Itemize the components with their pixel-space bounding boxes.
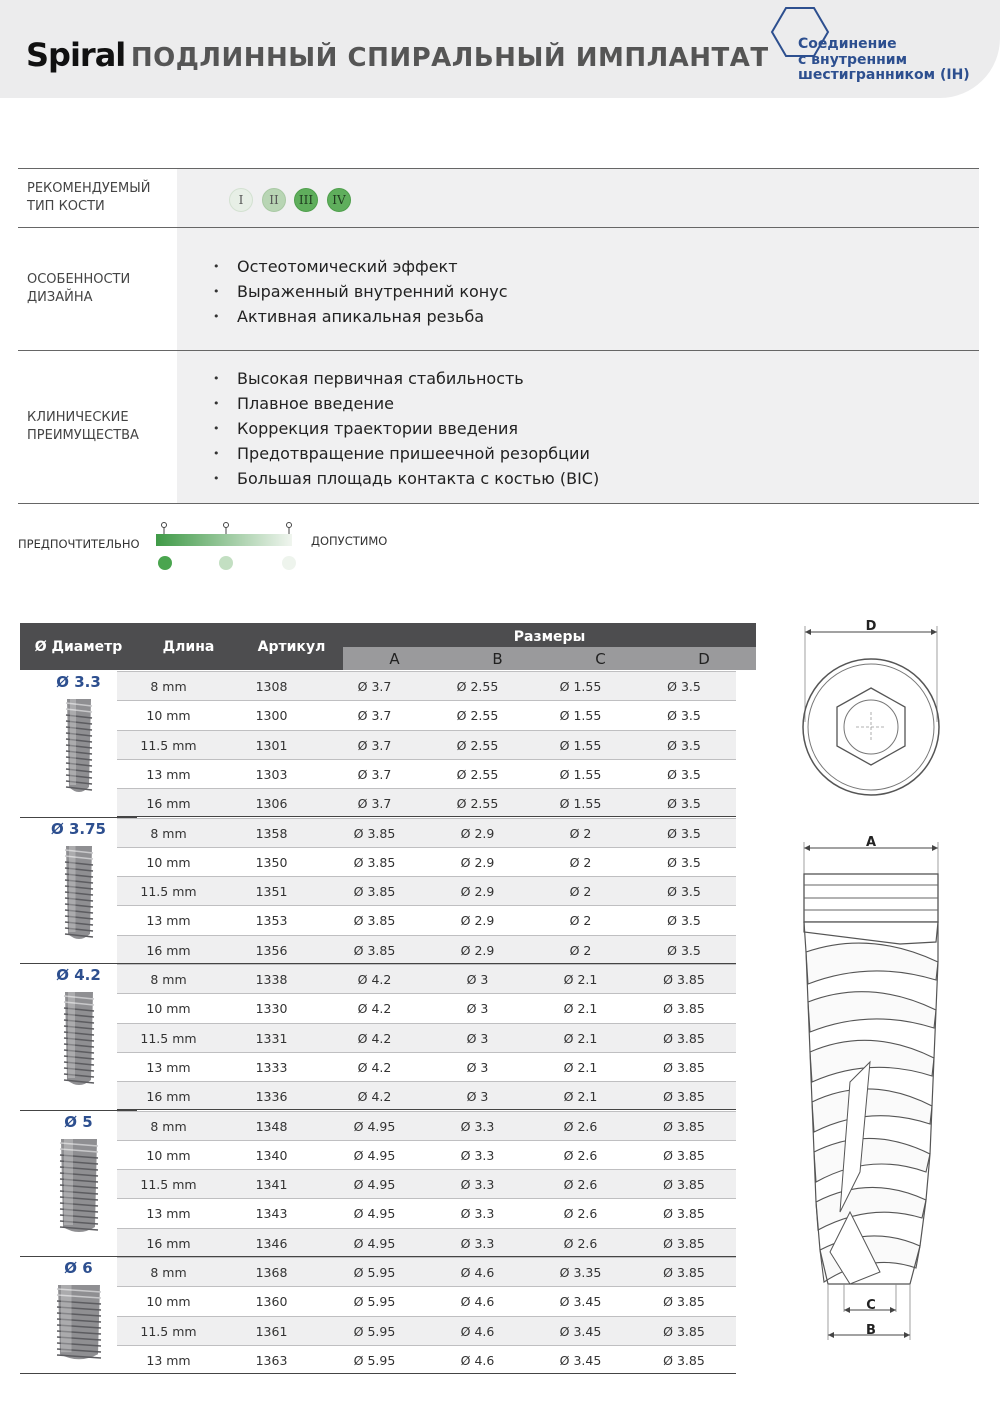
cell-d: Ø 3.85	[663, 1118, 705, 1134]
cell-a: Ø 4.95	[353, 1177, 396, 1193]
cell-length: 8 mm	[150, 825, 187, 841]
cell-b: Ø 3.3	[460, 1206, 495, 1222]
cell-d: Ø 3.85	[663, 1177, 705, 1193]
table-row	[117, 1257, 736, 1286]
cell-c: Ø 3.45	[559, 1352, 602, 1368]
design-features-label: ОСОБЕННОСТИ ДИЗАЙНА	[27, 272, 131, 305]
cell-c: Ø 2.1	[563, 1001, 598, 1017]
cell-length: 10 mm	[146, 1294, 191, 1310]
cell-d: Ø 3.85	[663, 1030, 705, 1046]
cell-c: Ø 3.45	[559, 1323, 602, 1339]
cell-a: Ø 4.95	[353, 1118, 396, 1134]
cell-article: 1338	[255, 972, 288, 987]
cell-d: Ø 3.5	[667, 737, 701, 753]
table-row	[117, 1169, 736, 1198]
implant-image	[49, 697, 109, 797]
table-row	[117, 759, 736, 788]
cell-a: Ø 5.95	[353, 1294, 396, 1310]
bone-type-row	[18, 168, 979, 227]
cell-d: Ø 3.85	[663, 1294, 705, 1310]
cell-c: Ø 2	[569, 884, 592, 900]
cell-b: Ø 2.55	[456, 679, 499, 694]
cell-d: Ø 3.85	[663, 1206, 705, 1222]
legend-preferred: ПРЕДПОЧТИТЕЛЬНО	[18, 537, 140, 551]
cell-b: Ø 4.6	[460, 1294, 495, 1310]
cell-article: 1301	[255, 737, 288, 753]
cell-article: 1346	[255, 1235, 288, 1251]
cell-length: 13 mm	[146, 766, 191, 782]
table-row	[117, 935, 736, 964]
top-view	[803, 619, 939, 795]
table-row	[117, 700, 736, 729]
label-d: D	[865, 619, 877, 634]
cell-b: Ø 3	[466, 972, 489, 987]
list-item: • Большая площадь контакта с костью (BIC)	[213, 466, 599, 491]
brand-name: Spiral	[26, 36, 126, 74]
cell-b: Ø 3.3	[460, 1147, 495, 1163]
design-features-row	[18, 227, 979, 350]
cell-article: 1363	[255, 1352, 288, 1368]
page-title	[26, 36, 769, 74]
cell-length: 11.5 mm	[140, 1030, 197, 1046]
info-bottom-rule	[18, 503, 979, 504]
cell-article: 1341	[255, 1177, 288, 1193]
label-a: A	[865, 835, 877, 850]
cell-article: 1360	[255, 1294, 288, 1310]
table-row	[117, 1023, 736, 1052]
table-row	[117, 1111, 736, 1140]
cell-c: Ø 2.6	[563, 1177, 598, 1193]
cell-article: 1353	[255, 913, 288, 929]
cell-d: Ø 3.85	[663, 1235, 705, 1251]
cell-d: Ø 3.5	[667, 942, 701, 958]
cell-c: Ø 1.55	[559, 737, 602, 753]
cell-c: Ø 1.55	[559, 679, 602, 694]
implant-image	[49, 1283, 109, 1364]
cell-a: Ø 4.2	[357, 1030, 392, 1046]
list-item: • Коррекция траектории введения	[213, 416, 599, 441]
cell-length: 11.5 mm	[140, 1177, 197, 1193]
cell-d: Ø 3.85	[663, 1323, 705, 1339]
cell-c: Ø 1.55	[559, 796, 602, 812]
cell-article: 1343	[255, 1206, 288, 1222]
cell-article: 1330	[255, 1001, 288, 1017]
group-divider	[20, 1373, 137, 1374]
cell-a: Ø 4.2	[357, 972, 392, 987]
list-item: • Плавное введение	[213, 391, 599, 416]
page-header	[0, 0, 1000, 98]
list-item: • Остеотомический эффект	[213, 254, 508, 279]
cell-b: Ø 3	[466, 1059, 489, 1075]
cell-c: Ø 2	[569, 913, 592, 929]
cell-length: 10 mm	[146, 708, 191, 724]
table-row	[117, 964, 736, 993]
list-item: • Высокая первичная стабильность	[213, 366, 599, 391]
cell-b: Ø 2.9	[460, 825, 495, 841]
side-view	[804, 835, 938, 1340]
clinical-benefits-list	[213, 366, 599, 491]
cell-a: Ø 5.95	[353, 1323, 396, 1339]
cell-article: 1361	[255, 1323, 288, 1339]
table-row	[117, 788, 736, 817]
header-article: Артикул	[240, 623, 343, 670]
table-row	[117, 1198, 736, 1227]
table-row	[117, 847, 736, 876]
cell-c: Ø 3.45	[559, 1294, 602, 1310]
bone-type-i: I	[229, 188, 253, 212]
diameter-label: Ø 3.3	[56, 673, 101, 691]
cell-a: Ø 4.95	[353, 1147, 396, 1163]
cell-length: 13 mm	[146, 1059, 191, 1075]
table-row	[117, 993, 736, 1022]
cell-article: 1303	[255, 766, 288, 782]
implant-image	[49, 1137, 109, 1237]
cell-a: Ø 4.95	[353, 1235, 396, 1251]
cell-a: Ø 3.85	[353, 942, 396, 958]
cell-b: Ø 2.55	[456, 708, 499, 724]
cell-d: Ø 3.5	[667, 708, 701, 724]
cell-b: Ø 4.6	[460, 1323, 495, 1339]
cell-b: Ø 2.55	[456, 737, 499, 753]
cell-d: Ø 3.5	[667, 884, 701, 900]
cell-a: Ø 3.7	[357, 737, 392, 753]
list-item: • Выраженный внутренний конус	[213, 279, 508, 304]
cell-c: Ø 2	[569, 825, 592, 841]
cell-c: Ø 2.6	[563, 1235, 598, 1251]
cell-article: 1358	[255, 825, 288, 841]
cell-d: Ø 3.5	[667, 825, 701, 841]
cell-c: Ø 1.55	[559, 766, 602, 782]
cell-c: Ø 2.1	[563, 972, 598, 987]
cell-article: 1351	[255, 884, 288, 900]
cell-b: Ø 3	[466, 1001, 489, 1017]
cell-length: 10 mm	[146, 1147, 191, 1163]
cell-a: Ø 3.7	[357, 796, 392, 812]
cell-a: Ø 3.85	[353, 825, 396, 841]
cell-article: 1336	[255, 1089, 288, 1105]
list-item: • Предотвращение пришеечной резорбции	[213, 441, 599, 466]
cell-article: 1350	[255, 854, 288, 870]
bone-type-label: РЕКОМЕНДУЕМЫЙ ТИП КОСТИ	[27, 181, 151, 214]
cell-article: 1331	[255, 1030, 288, 1046]
cell-c: Ø 2	[569, 942, 592, 958]
cell-b: Ø 3	[466, 1030, 489, 1046]
table-row	[117, 671, 736, 700]
cell-length: 8 mm	[150, 679, 187, 694]
preference-scale	[150, 518, 300, 574]
header-length: Длина	[137, 623, 240, 670]
cell-b: Ø 2.55	[456, 766, 499, 782]
cell-d: Ø 3.5	[667, 796, 701, 812]
cell-b: Ø 2.55	[456, 796, 499, 812]
header-sizes: Размеры	[343, 623, 756, 647]
cell-b: Ø 3	[466, 1089, 489, 1105]
cell-length: 16 mm	[146, 796, 191, 812]
cell-c: Ø 2.6	[563, 1147, 598, 1163]
cell-d: Ø 3.5	[667, 913, 701, 929]
implant-image	[49, 990, 109, 1090]
bone-type-iv: IV	[327, 188, 351, 212]
cell-article: 1348	[255, 1118, 288, 1134]
cell-c: Ø 2.6	[563, 1118, 598, 1134]
cell-d: Ø 3.85	[663, 1147, 705, 1163]
cell-a: Ø 3.7	[357, 708, 392, 724]
cell-d: Ø 3.5	[667, 854, 701, 870]
table-row	[117, 1286, 736, 1315]
cell-a: Ø 5.95	[353, 1352, 396, 1368]
table-row	[117, 1345, 736, 1374]
cell-b: Ø 3.3	[460, 1118, 495, 1134]
cell-length: 16 mm	[146, 1235, 191, 1251]
header-c: C	[549, 647, 652, 670]
cell-b: Ø 2.9	[460, 854, 495, 870]
cell-b: Ø 4.6	[460, 1265, 495, 1280]
cell-a: Ø 4.2	[357, 1089, 392, 1105]
table-row	[117, 1140, 736, 1169]
cell-a: Ø 4.2	[357, 1001, 392, 1017]
cell-length: 11.5 mm	[140, 884, 197, 900]
diameter-label: Ø 4.2	[56, 966, 101, 984]
cell-d: Ø 3.85	[663, 1001, 705, 1017]
cell-d: Ø 3.5	[667, 766, 701, 782]
cell-a: Ø 3.7	[357, 766, 392, 782]
header-diameter: Ø Диаметр	[20, 623, 137, 670]
clinical-benefits-label: КЛИНИЧЕСКИЕ ПРЕИМУЩЕСТВА	[27, 410, 139, 443]
cell-length: 13 mm	[146, 1206, 191, 1222]
cell-a: Ø 4.2	[357, 1059, 392, 1075]
cell-length: 8 mm	[150, 1265, 187, 1280]
cell-article: 1300	[255, 708, 288, 724]
design-features-list	[213, 254, 508, 329]
cell-b: Ø 3.3	[460, 1177, 495, 1193]
cell-article: 1356	[255, 942, 288, 958]
cell-d: Ø 3.85	[663, 1059, 705, 1075]
cell-length: 11.5 mm	[140, 1323, 197, 1339]
header-b: B	[446, 647, 549, 670]
cell-b: Ø 3.3	[460, 1235, 495, 1251]
label-b: B	[866, 1323, 876, 1338]
cell-length: 8 mm	[150, 1118, 187, 1134]
table-row	[117, 730, 736, 759]
cell-length: 13 mm	[146, 913, 191, 929]
cell-a: Ø 3.85	[353, 884, 396, 900]
cell-article: 1340	[255, 1147, 288, 1163]
cell-a: Ø 3.85	[353, 913, 396, 929]
implant-technical-drawing	[790, 612, 960, 1352]
cell-a: Ø 4.95	[353, 1206, 396, 1222]
cell-article: 1368	[255, 1265, 288, 1280]
cell-d: Ø 3.85	[663, 1352, 705, 1368]
clinical-benefits-row	[18, 350, 979, 503]
cell-a: Ø 3.85	[353, 854, 396, 870]
cell-length: 16 mm	[146, 1089, 191, 1105]
table-row	[117, 1052, 736, 1081]
cell-d: Ø 3.5	[667, 679, 701, 694]
cell-c: Ø 2.1	[563, 1030, 598, 1046]
table-row	[117, 1081, 736, 1110]
table-row	[117, 1316, 736, 1345]
header-d: D	[652, 647, 756, 670]
cell-length: 10 mm	[146, 1001, 191, 1017]
cell-c: Ø 2.1	[563, 1089, 598, 1105]
list-item: • Активная апикальная резьба	[213, 304, 508, 329]
table-row	[117, 876, 736, 905]
cell-c: Ø 2.1	[563, 1059, 598, 1075]
bone-type-ii: II	[262, 188, 286, 212]
header-a: A	[343, 647, 446, 670]
table-row	[117, 905, 736, 934]
table-row	[117, 1228, 736, 1257]
table-row	[117, 818, 736, 847]
cell-b: Ø 4.6	[460, 1352, 495, 1368]
cell-length: 11.5 mm	[140, 737, 197, 753]
bone-type-iii: III	[294, 188, 318, 212]
cell-length: 16 mm	[146, 942, 191, 958]
cell-b: Ø 2.9	[460, 884, 495, 900]
cell-article: 1308	[255, 679, 288, 694]
cell-a: Ø 5.95	[353, 1265, 396, 1280]
cell-b: Ø 2.9	[460, 913, 495, 929]
cell-article: 1333	[255, 1059, 288, 1075]
diameter-label: Ø 6	[64, 1259, 93, 1277]
product-subtitle: ПОДЛИННЫЙ СПИРАЛЬНЫЙ ИМПЛАНТАТ	[130, 43, 769, 73]
cell-length: 8 mm	[150, 972, 187, 987]
cell-c: Ø 3.35	[559, 1265, 602, 1280]
cell-a: Ø 3.7	[357, 679, 392, 694]
cell-c: Ø 1.55	[559, 708, 602, 724]
cell-article: 1306	[255, 796, 288, 812]
label-c: C	[866, 1298, 876, 1313]
cell-d: Ø 3.85	[663, 1265, 705, 1280]
diameter-label: Ø 3.75	[51, 819, 106, 838]
cell-c: Ø 2	[569, 854, 592, 870]
diameter-label: Ø 5	[64, 1112, 93, 1131]
legend-acceptable: ДОПУСТИМО	[311, 534, 388, 548]
implant-image	[49, 844, 109, 944]
cell-d: Ø 3.85	[663, 1089, 705, 1105]
cell-length: 10 mm	[146, 854, 191, 870]
cell-c: Ø 2.6	[563, 1206, 598, 1222]
connection-type: Соединение с внутренним шестигранником (IH)	[798, 36, 970, 83]
cell-d: Ø 3.85	[663, 972, 705, 987]
cell-b: Ø 2.9	[460, 942, 495, 958]
cell-length: 13 mm	[146, 1352, 191, 1368]
